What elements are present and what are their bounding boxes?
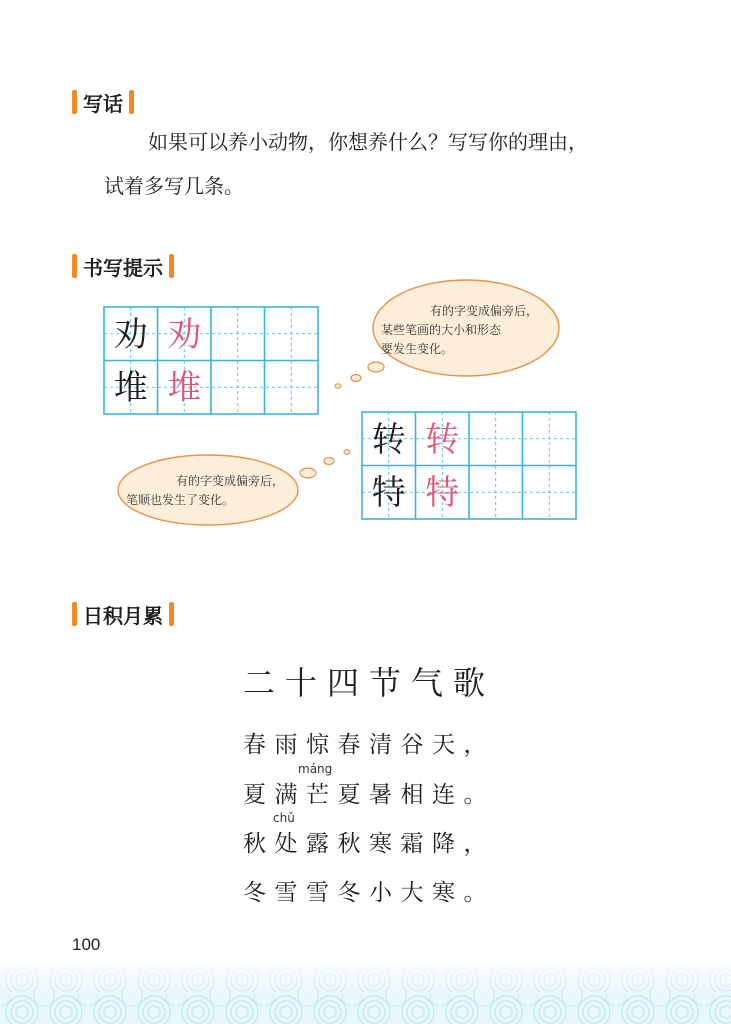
pinyin-annotation: máng (298, 762, 333, 776)
pinyin-annotation: chǔ (273, 811, 295, 825)
poem-line: 冬雪雪冬小大寒。 (243, 880, 495, 906)
grid-char-black: 堆 (113, 368, 148, 408)
grid-char-red: 转 (425, 420, 460, 460)
bubble-text-line: 某些笔画的大小和形态 (381, 323, 502, 337)
thought-bubble-1 (335, 280, 559, 388)
heading-bar-right (169, 602, 174, 626)
grid-char-red: 特 (425, 473, 460, 513)
poem-line: 夏满芒夏暑相连。 (243, 782, 495, 808)
character-grid-2 (362, 412, 576, 519)
grid-char-black: 特 (371, 473, 406, 513)
grid-char-red: 劝 (167, 315, 202, 355)
heading-label: 书写提示 (83, 255, 163, 280)
poem-line: 春雨惊春清谷天， (243, 732, 495, 758)
bubble-text-line: 有的字变成偏旁后， (429, 304, 538, 318)
section-heading-accumulate (72, 600, 174, 628)
bubble-text-line: 有的字变成偏旁后， (175, 474, 284, 488)
thought-bubble-2 (118, 450, 350, 525)
heading-label: 日积月累 (83, 603, 163, 628)
decorative-swirl-band (0, 960, 731, 1024)
heading-label: 写话 (83, 91, 123, 116)
character-grid-1 (104, 307, 318, 414)
prompt-line-2: 试着多写几条。 (104, 174, 244, 198)
grid-char-black: 转 (371, 420, 406, 460)
grid-char-red: 堆 (167, 368, 202, 408)
grid-char-black: 劝 (113, 315, 148, 355)
bubble-text-line: 笔顺也发生了变化。 (126, 493, 235, 507)
prompt-line-1: 如果可以养小动物，你想养什么？写写你的理由， (148, 130, 588, 154)
poem-line: 秋处露秋寒霜降， (243, 831, 495, 857)
heading-bar-left (72, 602, 77, 626)
page-number: 100 (72, 935, 101, 954)
poem-title: 二十四节气歌 (243, 664, 496, 702)
bubble-text-line: 要发生变化。 (381, 342, 454, 356)
